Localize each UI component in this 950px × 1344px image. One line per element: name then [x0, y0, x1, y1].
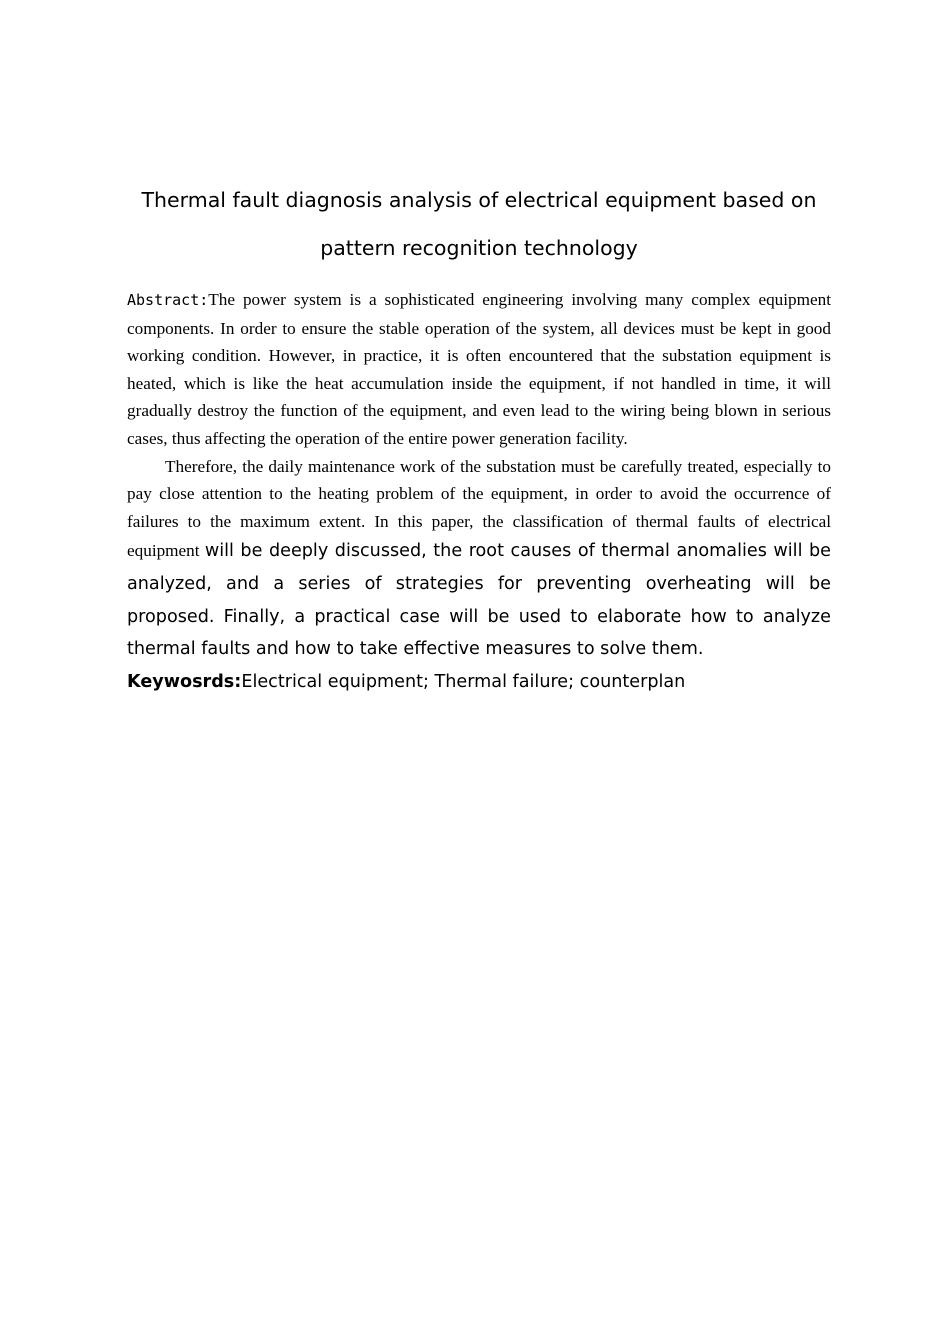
keywords-label: Keywosrds: [127, 671, 242, 692]
abstract-paragraph-1 [127, 286, 831, 453]
abstract-text-1: The power system is a sophisticated engineering involving many complex equipment components. In order to ensure the stable operation of the system, all devices must be kept in good working condition. However, in practice, it is often encountered that the substation equipment is heated, which is like the heat accumulation inside the equipment, if not handled in time, it will gradually destroy the function of the equipment, and even lead to the wiring being blown in serious cases, thus affecting the operation of the entire power generation facility. [127, 290, 831, 448]
abstract-label: Abstract: [127, 291, 209, 309]
title-line-2: pattern recognition technology [320, 236, 638, 260]
title-line-1: Thermal fault diagnosis analysis of electrical equipment based on [141, 188, 817, 212]
abstract-text-2-serif: Therefore, the daily maintenance work of the substation must be carefully treated, especially to pay close attention to the heating problem of the equipment, in order to avoid the occurrence of failures to the maximum extent. In this paper, the classification of thermal faults of electrical equipment [127, 456, 831, 561]
paper-title [107, 176, 851, 272]
keywords-line [127, 666, 831, 698]
abstract-text-2-sans: will be deeply discussed, the root causes of thermal anomalies will be analyzed, and a series of strategies for preventing overheating will be proposed. Finally, a practical case will be used to elaborate how to analyze thermal faults and how to take effective measures to solve them. [127, 541, 831, 660]
document-page [127, 176, 831, 698]
keywords-text: Electrical equipment; Thermal failure; counterplan [241, 671, 686, 692]
abstract-paragraph-2 [127, 453, 831, 666]
